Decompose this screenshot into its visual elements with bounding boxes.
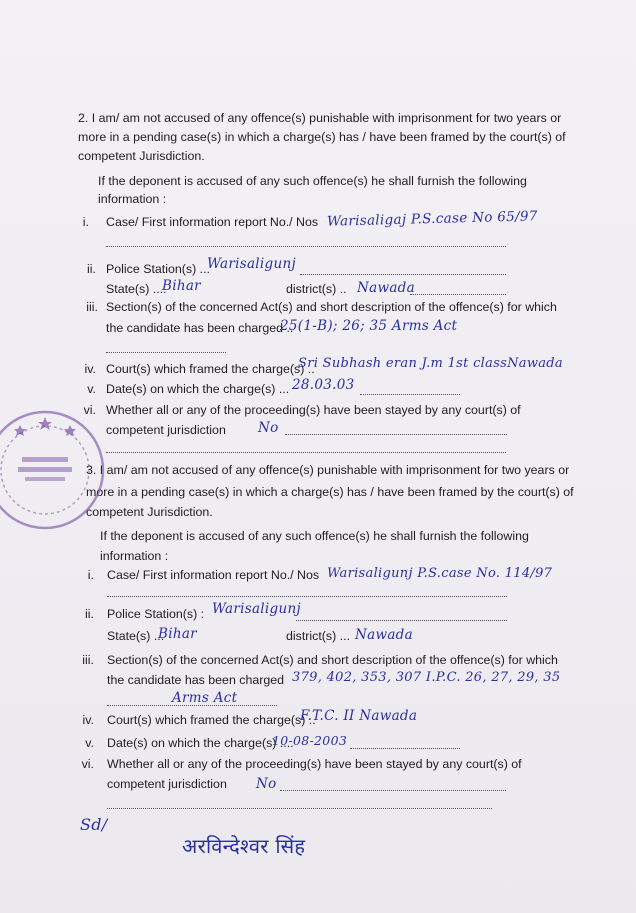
initials-mark: Sd/	[80, 815, 108, 834]
section2-date-dots	[360, 394, 460, 395]
section3-date-dots	[350, 748, 460, 749]
section3-sections-charged: 379, 402, 353, 307 I.P.C. 26, 27, 29, 35	[292, 670, 561, 685]
section3-case-number: Warisaligunj P.S.case No. 114/97	[327, 566, 553, 581]
section2-stay-value: No	[258, 420, 279, 436]
section2-section-text-line1: Section(s) of the concerned Act(s) and short description of the offence(s) for which	[106, 300, 557, 314]
section2-item-ii-label: ii.	[87, 262, 96, 276]
section3-police-dots	[296, 620, 507, 621]
section3-court-value: F.T.C. II Nawada	[300, 708, 418, 724]
section3-sections-charged-line2: Arms Act	[172, 690, 238, 706]
section3-court-text: Court(s) which framed the charge(s) ..	[107, 713, 316, 727]
section2-item-iii-label: iii.	[86, 300, 98, 314]
section2-intro-line2: more in a pending case(s) in which a charge(s) has / have been framed by the court(s) of	[78, 130, 566, 144]
section2-item-i-label: i.	[82, 215, 89, 229]
section2-date-text: Date(s) on which the charge(s) ...	[106, 382, 290, 396]
section3-date-value: 10-08-2003	[272, 733, 348, 748]
section2-police-dots	[300, 274, 506, 275]
section2-intro-line1: 2. I am/ am not accused of any offence(s) punishable with imprisonment for two years or	[78, 111, 562, 125]
section2-stay-dots	[285, 434, 507, 435]
section3-stay-text-line2: competent jurisdiction	[107, 777, 227, 791]
section3-section-text-line1: Section(s) of the concerned Act(s) and short description of the offence(s) for which	[107, 653, 558, 667]
section3-item-vi-label: vi.	[81, 757, 94, 771]
section3-section-text-line2: the candidate has been charged	[107, 673, 285, 687]
section2-stay-text-line1: Whether all or any of the proceeding(s) have been stayed by any court(s) of	[106, 403, 521, 417]
section3-item-i-text: Case/ First information report No./ Nos	[107, 568, 320, 582]
section3-district-value: Nawada	[355, 627, 413, 643]
section2-deponent-line2: information :	[98, 192, 167, 206]
section3-item-iii-label: iii.	[82, 653, 94, 667]
section2-district-value: Nawada	[357, 280, 415, 296]
section3-intro-line3: competent Jurisdiction.	[86, 505, 213, 519]
section2-stay-dots-line2	[106, 452, 506, 453]
section3-stay-value: No	[256, 776, 277, 792]
section2-district-text: district(s) ..	[286, 282, 347, 296]
section3-case-dots	[107, 596, 507, 597]
section3-deponent-line1: If the deponent is accused of any such offence(s) he shall furnish the following	[100, 529, 529, 543]
court-seal-stamp	[0, 395, 120, 545]
section2-sections-dots	[106, 352, 226, 353]
section3-police-station-value: Warisaligunj	[212, 601, 301, 617]
section2-deponent-line1: If the deponent is accused of any such offence(s) he shall furnish the following	[98, 174, 527, 188]
section3-deponent-line2: information :	[100, 549, 169, 563]
section2-state-text: State(s) ....	[106, 282, 167, 296]
section2-intro-line3: competent Jurisdiction.	[78, 149, 205, 163]
section2-police-station-value: Warisaligunj	[207, 256, 296, 272]
section3-district-text: district(s) ...	[286, 629, 351, 643]
section3-state-value: Bihar	[158, 626, 197, 642]
section3-item-ii-label: ii.	[85, 607, 94, 621]
section2-police-station-text: Police Station(s) ...	[106, 262, 210, 276]
section2-stay-text-line2: competent jurisdiction	[106, 423, 226, 437]
section2-section-text-line2: the candidate has been charged ..	[106, 321, 294, 335]
section3-sections-dots	[107, 705, 277, 706]
section2-court-value: Sri Subhash eran J.m 1st classNawada	[298, 356, 563, 371]
section3-stay-text-line1: Whether all or any of the proceeding(s) have been stayed by any court(s) of	[107, 757, 522, 771]
section2-district-dots	[410, 294, 506, 295]
section3-item-v-label: v.	[85, 736, 94, 750]
section2-case-number: Warisaligaj P.S.case No 65/97	[326, 208, 538, 230]
section2-state-value: Bihar	[162, 278, 201, 294]
section2-sections-charged: 25(1-B); 26; 35 Arms Act	[280, 318, 458, 334]
section2-date-value: 28.03.03	[292, 377, 355, 393]
section2-court-text: Court(s) which framed the charge(s) ..	[106, 362, 315, 376]
section2-item-i-text: Case/ First information report No./ Nos	[106, 215, 319, 229]
section2-case-dots	[106, 246, 506, 247]
section3-stay-dots	[280, 790, 506, 791]
section3-item-iv-label: iv.	[82, 713, 94, 727]
section3-item-i-label: i.	[87, 568, 94, 582]
section3-state-text: State(s) ...	[107, 629, 165, 643]
section3-intro-line1: 3. I am/ am not accused of any offence(s) punishable with imprisonment for two years or	[86, 463, 570, 477]
handwritten-signature: अरविन्देश्वर सिंह	[182, 834, 306, 858]
section3-intro-line2: more in a pending case(s) in which a charge(s) has / have been framed by the court(s) of	[86, 485, 574, 499]
section2-item-vi-label: vi.	[83, 403, 96, 417]
section3-stay-dots-line2	[107, 808, 492, 809]
section3-date-text: Date(s) on which the charge(s) ....	[107, 736, 294, 750]
section2-item-iv-label: iv.	[84, 362, 96, 376]
section2-item-v-label: v.	[87, 382, 96, 396]
section3-police-station-text: Police Station(s) :	[107, 607, 205, 621]
